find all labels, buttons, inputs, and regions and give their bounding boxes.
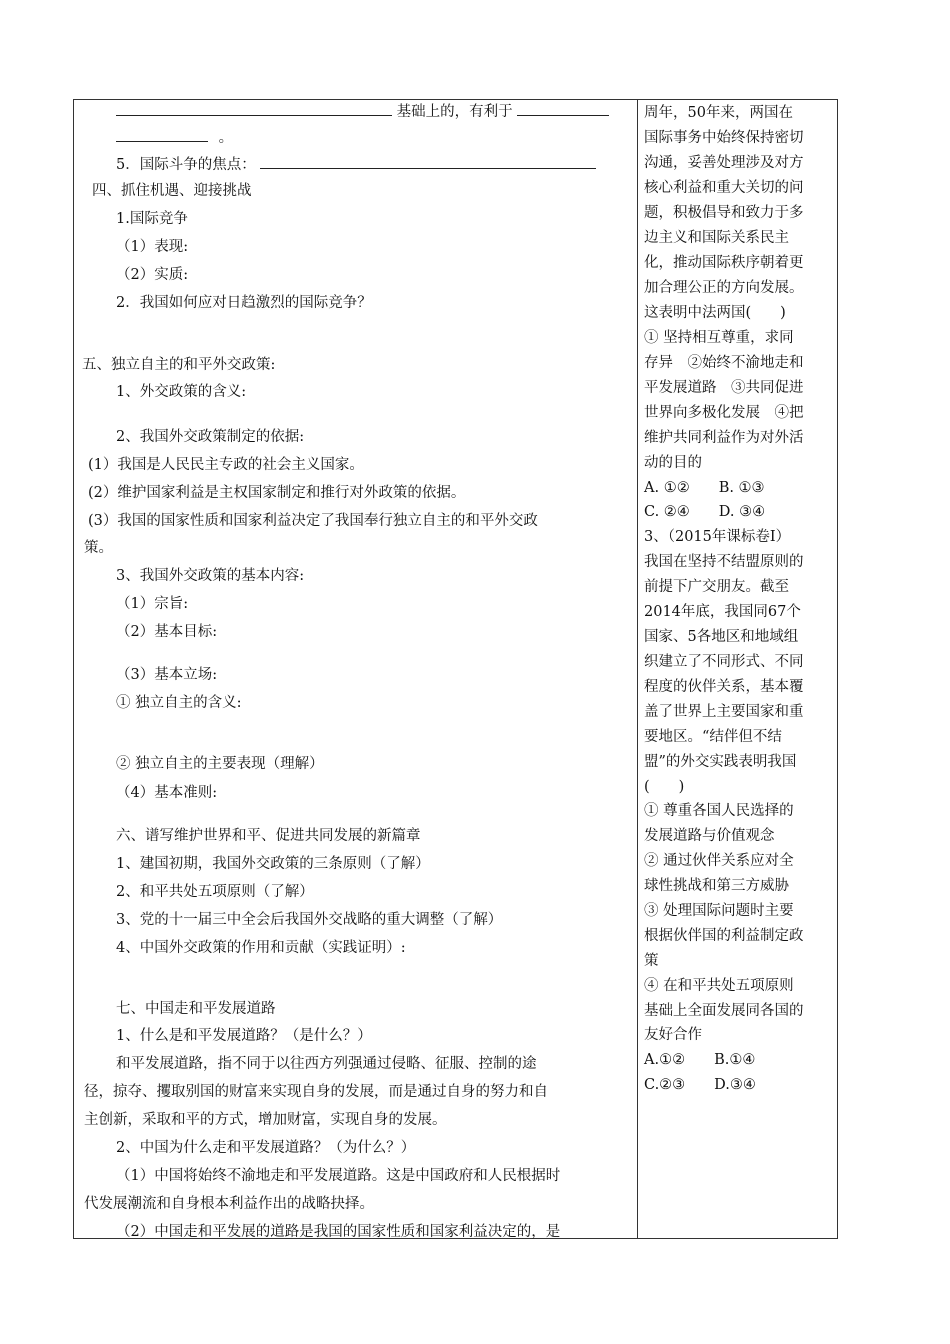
- s5-item-2b: (2）维护国家利益是主权国家制定和推行对外政策的依据。: [88, 485, 466, 501]
- right-line: 国家、5各地区和地域组: [644, 629, 799, 645]
- s5-item-1: 1、外交政策的含义:: [116, 384, 247, 400]
- s5-item-3d: （4）基本准则:: [116, 785, 218, 801]
- s4-item-2: 2．我国如何应对日趋激烈的国际竞争？: [116, 295, 372, 311]
- right-line: 周年，50年来，两国在: [644, 105, 793, 121]
- right-line: 基础上全面发展同各国的: [644, 1003, 804, 1019]
- s6-item-3: 3、党的十一届三中全会后我国外交战略的重大调整（了解）: [116, 912, 503, 928]
- s5-item-3c: （3）基本立场:: [116, 667, 218, 683]
- right-line: 沟通，妥善处理涉及对方: [644, 155, 804, 171]
- right-line: 根据伙伴国的利益制定政: [644, 928, 804, 944]
- right-line: 平发展道路 ③共同促进: [644, 380, 804, 396]
- right-line: 核心利益和重大关切的问: [644, 180, 804, 196]
- answer-options: C.②③ D.③④: [644, 1077, 756, 1093]
- section-4-title: 四、抓住机遇、迎接挑战: [92, 183, 252, 199]
- right-line: 程度的伙伴关系，基本覆: [644, 679, 804, 695]
- s7-para-1-line2: 径，掠夺、攫取别国的财富来实现自身的发展，而是通过自身的努力和自: [84, 1084, 548, 1100]
- answer-blank[interactable]: [116, 127, 208, 142]
- s5-item-3c2: ② 独立自主的主要表现（理解）: [116, 756, 324, 772]
- right-line: ③ 处理国际问题时主要: [644, 903, 794, 919]
- question-5: 5．国际斗争的焦点：: [116, 154, 596, 175]
- s5-item-2c-line2: 策。: [84, 540, 113, 556]
- answer-blank[interactable]: [517, 101, 609, 116]
- s5-item-3a: （1）宗旨:: [116, 596, 189, 612]
- answer-blank[interactable]: [260, 154, 596, 169]
- s4-item-1b: （2）实质:: [116, 267, 189, 283]
- right-line: 我国在坚持不结盟原则的: [644, 554, 804, 570]
- right-line: 这表明中法两国( ): [644, 305, 786, 321]
- s4-item-1: 1.国际竞争: [116, 211, 188, 227]
- right-line: 维护共同利益作为对外活: [644, 430, 804, 446]
- right-line: 策: [644, 953, 659, 969]
- answer-options: A.①② B.①④: [644, 1052, 756, 1068]
- right-line: 盖了世界上主要国家和重: [644, 704, 804, 720]
- s5-item-2c-line1: (3）我国的国家性质和国家利益决定了我国奉行独立自主的和平外交政: [88, 513, 538, 529]
- s7-para-2a-line2: 代发展潮流和自身根本利益作出的战略抉择。: [84, 1196, 374, 1212]
- right-line: 前提下广交朋友。截至: [644, 579, 789, 595]
- right-line: 要地区。“结伴但不结: [644, 729, 782, 745]
- fill-line-1: [116, 101, 609, 122]
- right-line: 化，推动国际秩序朝着更: [644, 255, 804, 271]
- s5-item-3c1: ① 独立自主的含义:: [116, 695, 242, 711]
- right-line: 加合理公正的方向发展。: [644, 280, 804, 296]
- section-5-title: 五、独立自主的和平外交政策:: [82, 357, 276, 373]
- right-line: ④ 在和平共处五项原则: [644, 978, 794, 994]
- s7-para-1-line3: 主创新，采取和平的方式，增加财富，实现自身的发展。: [84, 1112, 447, 1128]
- s7-item-2: 2、中国为什么走和平发展道路？（为什么？）: [116, 1140, 416, 1156]
- answer-blank[interactable]: [116, 101, 392, 116]
- s4-item-1a: （1）表现:: [116, 239, 189, 255]
- question-3-header: 3、（2015年课标卷Ⅰ）: [644, 529, 791, 545]
- s7-para-1-line1: 和平发展道路，指不同于以往西方列强通过侵略、征服、控制的途: [116, 1056, 537, 1072]
- s5-item-2: 2、我国外交政策制定的依据:: [116, 429, 305, 445]
- s7-para-2b-line1: （2）中国走和平发展的道路是我国的国家性质和国家利益决定的，是: [116, 1224, 561, 1240]
- right-line: 边主义和国际关系民主: [644, 230, 789, 246]
- right-line: 存异 ②始终不渝地走和: [644, 355, 804, 371]
- right-line: 织建立了不同形式、不同: [644, 654, 804, 670]
- right-line: 2014年底，我国同67个: [644, 604, 801, 620]
- right-line: 球性挑战和第三方威胁: [644, 878, 789, 894]
- right-line: 世界向多极化发展 ④把: [644, 405, 804, 421]
- section-7-title: 七、中国走和平发展道路: [116, 1001, 276, 1017]
- answer-options: C. ②④ D. ③④: [644, 504, 766, 520]
- right-line: 发展道路与价值观念: [644, 828, 775, 844]
- s5-item-2a: (1）我国是人民民主专政的社会主义国家。: [88, 457, 364, 473]
- right-line: 友好合作: [644, 1027, 702, 1043]
- s6-item-2: 2、和平共处五项原则（了解）: [116, 884, 314, 900]
- right-line: 国际事务中始终保持密切: [644, 130, 804, 146]
- period: 。: [218, 130, 234, 146]
- fill-line-2: [116, 127, 233, 148]
- section-6-title: 六、谱写维护世界和平、促进共同发展的新篇章: [116, 828, 421, 844]
- right-line: 盟”的外交实践表明我国: [644, 754, 797, 770]
- right-line: ( ): [644, 779, 685, 795]
- s6-item-4: 4、中国外交政策的作用和贡献（实践证明）:: [116, 940, 406, 956]
- s7-para-2a-line1: （1）中国将始终不渝地走和平发展道路。这是中国政府和人民根据时: [116, 1168, 561, 1184]
- s5-item-3b: （2）基本目标:: [116, 624, 218, 640]
- right-line: 动的目的: [644, 455, 702, 471]
- answer-options: A. ①② B. ①③: [644, 480, 765, 496]
- right-line: ② 通过伙伴关系应对全: [644, 853, 794, 869]
- s6-item-1: 1、建国初期，我国外交政策的三条原则（了解）: [116, 856, 430, 872]
- right-line: ① 坚持相互尊重，求同: [644, 330, 794, 346]
- text-basis: 基础上的，有利于: [396, 104, 513, 120]
- right-line: 题，积极倡导和致力于多: [644, 205, 804, 221]
- column-divider: [637, 99, 638, 1239]
- s5-item-3: 3、我国外交政策的基本内容:: [116, 568, 305, 584]
- right-line: ① 尊重各国人民选择的: [644, 803, 794, 819]
- s7-item-1: 1、什么是和平发展道路？（是什么？）: [116, 1028, 372, 1044]
